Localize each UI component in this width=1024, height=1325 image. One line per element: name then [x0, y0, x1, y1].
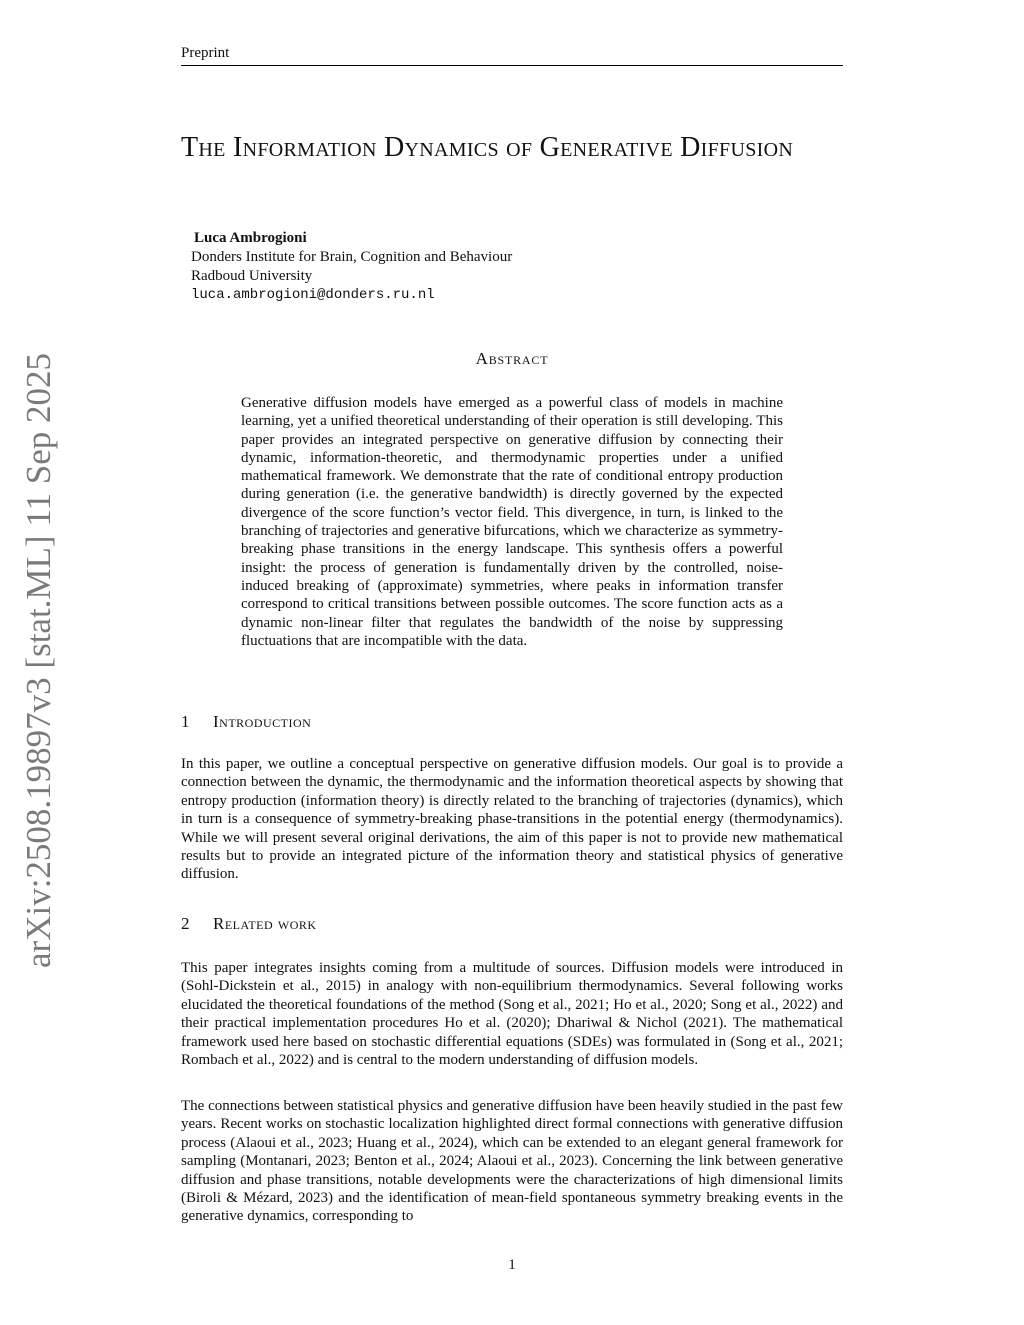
introduction-paragraph: In this paper, we outline a conceptual perspective on generative diffusion models. Our goal is to provide a connection between the dynamic, the thermodynamic and the information theoretical aspects by showing that entropy production (information theory) is directly related to the branching of trajectories (dynamics), which in turn is a consequence of symmetry-breaking phase-transitions in the potential energy (thermodynamics). While we will present several original derivations, the aim of this paper is not to provide new mathematical results but to provide an integrated picture of the information theory and statistical physics of generative diffusion. [181, 756, 843, 883]
paper-title: The Information Dynamics of Generative Diffusion [181, 132, 794, 163]
page-number: 1 [508, 1257, 516, 1273]
related-work-paragraph-1: This paper integrates insights coming from a multitude of sources. Diffusion models were introduced in (Sohl-Dickstein et al., 2015) in analogy with non-equilibrium thermodynamics. Several following works elucidated the theoretical foundations of the method (Song et al., 2021; Ho et al., 2020; Song et al., 2022) and their practical implementation procedures Ho et al. (2020); Dhariwal & Nichol (2021). The mathematical framework used here based on stochastic differential equations (SDEs) was formulated in (Song et al., 2021; Rombach et al., 2022) and is central to the modern understanding of diffusion models. [181, 960, 843, 1069]
abstract-text: Generative diffusion models have emerged as a powerful class of models in machine learning, yet a unified theoretical understanding of their operation is still developing. This paper provides an integrated perspective on generative diffusion by connecting their dynamic, information-theoretic, and thermodynamic properties under a unified mathematical framework. We demonstrate that the rate of conditional entropy production during generation (i.e. the generative bandwidth) is directly governed by the expected divergence of the score function’s vector field. This divergence, in turn, is linked to the branching of trajectories and generative bifurcations, which we characterize as symmetry-breaking phase transitions in the energy landscape. This synthesis offers a powerful insight: the process of generation is fundamentally driven by the controlled, noise-induced breaking of (approximate) symmetries, where peaks in information transfer correspond to critical transitions between possible outcomes. The score function acts as a dynamic non-linear filter that regulates the bandwidth of the noise by suppressing fluctuations that are incompatible with the data. [241, 395, 783, 649]
header-rule [181, 65, 843, 66]
author-affiliation-university: Radboud University [191, 268, 313, 284]
section-number: 2 [181, 914, 190, 933]
section-heading-related-work [181, 914, 317, 934]
author-email: luca.ambrogioni@donders.ru.nl [191, 287, 435, 303]
abstract-heading: Abstract [475, 349, 549, 368]
related-work-paragraph-2: The connections between statistical physics and generative diffusion have been heavily studied in the past few years. Recent works on stochastic localization highlighted direct formal connections with generative diffusion process (Alaoui et al., 2023; Huang et al., 2024), which can be extended to an elegant general framework for sampling (Montanari, 2023; Benton et al., 2024; Alaoui et al., 2023). Concerning the link between generative diffusion and phase transitions, notable developments were the characterizations of high dimensional limits (Biroli & Mézard, 2023) and the identification of mean-field spontaneous symmetry breaking events in the generative dynamics, corresponding to [181, 1098, 843, 1225]
arxiv-identifier: arXiv:2508.19897v3 [stat.ML] 11 Sep 2025 [19, 352, 58, 968]
author-affiliation-institute: Donders Institute for Brain, Cognition and Behaviour [191, 249, 513, 265]
author-name: Luca Ambrogioni [194, 230, 307, 246]
section-title: Related work [213, 914, 317, 933]
running-header-label: Preprint [181, 45, 230, 61]
author-block [191, 229, 711, 305]
section-title: Introduction [213, 712, 312, 731]
section-heading-introduction [181, 712, 311, 732]
section-number: 1 [181, 712, 190, 731]
